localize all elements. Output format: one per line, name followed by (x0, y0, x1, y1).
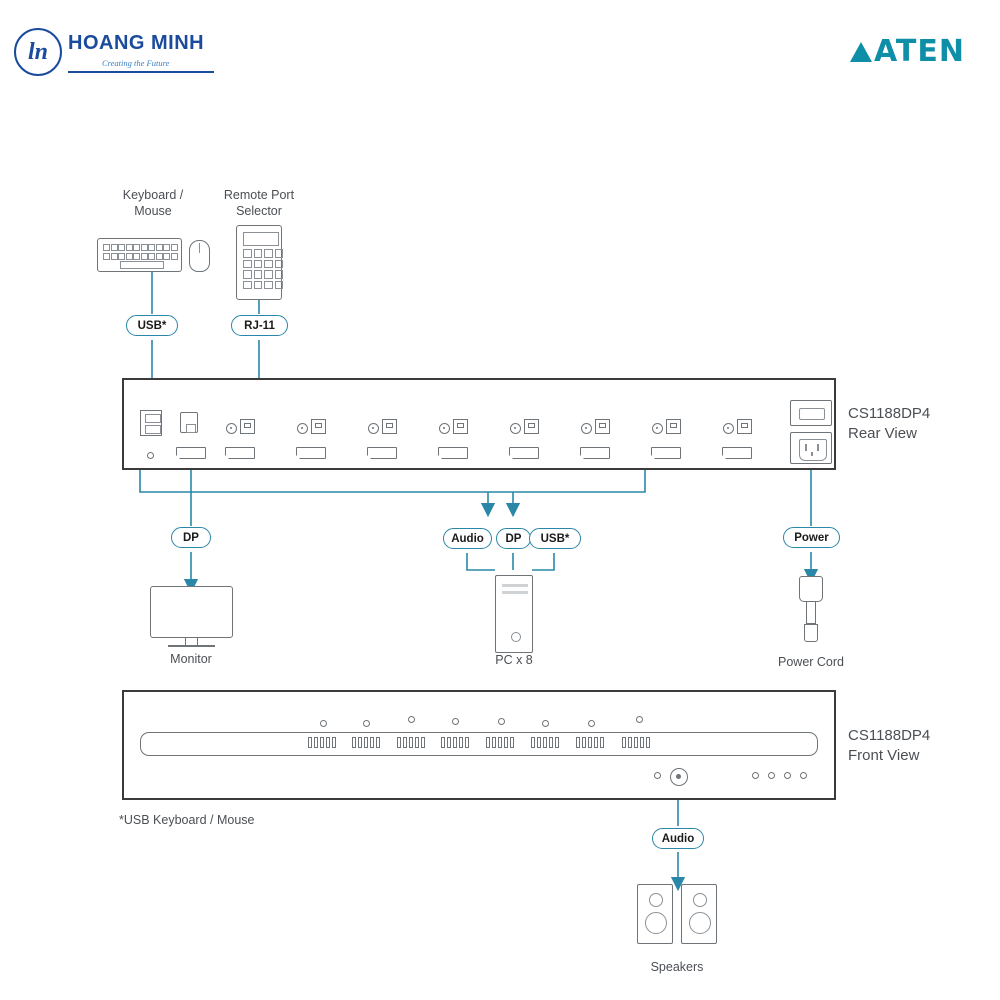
front-indicator-dot (654, 772, 661, 779)
usb-b-port-icon (453, 419, 468, 434)
speaker-right-icon (681, 884, 717, 944)
dp-port-icon (580, 447, 610, 459)
pill-dp-pc: DP (496, 528, 531, 549)
usb-b-port-icon (382, 419, 397, 434)
brand-rule (68, 71, 214, 73)
dp-port-icon (509, 447, 539, 459)
rear-view-label: Rear View (848, 425, 917, 443)
front-panel-bar (140, 732, 818, 756)
front-indicator-dot (768, 772, 775, 779)
speakers-label: Speakers (650, 960, 704, 974)
usb-b-port-icon (666, 419, 681, 434)
port-led (408, 716, 415, 723)
remote-port-selector-icon (236, 225, 282, 300)
brand-name: HOANG MINH (68, 32, 205, 54)
monitor-icon (150, 586, 233, 638)
usb-b-port-icon (737, 419, 752, 434)
power-switch-icon (790, 400, 832, 426)
usb-b-port-icon (524, 419, 539, 434)
port-button-group[interactable] (441, 737, 469, 748)
speaker-left-icon (637, 884, 673, 944)
rear-indicator-dot (147, 452, 154, 459)
pill-power: Power (783, 527, 840, 548)
dp-port-icon (722, 447, 752, 459)
audio-jack-icon (723, 423, 734, 434)
usb-console-ports-icon (140, 410, 162, 436)
port-led (636, 716, 643, 723)
pill-audio-pc: Audio (443, 528, 492, 549)
footnote: *USB Keyboard / Mouse (119, 813, 255, 827)
port-button-group[interactable] (576, 737, 604, 748)
port-led (452, 718, 459, 725)
audio-jack-icon (368, 423, 379, 434)
audio-jack-icon (439, 423, 450, 434)
power-cord-label: Power Cord (778, 655, 844, 669)
brand-logo (14, 26, 234, 76)
mouse-icon (189, 240, 210, 272)
port-led (542, 720, 549, 727)
keyboard-mouse-label: Keyboard / Mouse (122, 188, 184, 218)
pill-rj11: RJ-11 (231, 315, 288, 336)
rear-view-caption (848, 404, 998, 445)
pc-tower-icon (495, 575, 533, 653)
pc-label: PC x 8 (495, 653, 533, 667)
front-indicator-dot (752, 772, 759, 779)
power-plug-icon (799, 576, 823, 602)
vendor-logo-text: ATEN (874, 33, 965, 69)
port-led (588, 720, 595, 727)
port-button-group[interactable] (486, 737, 514, 748)
port-button-group[interactable] (397, 737, 425, 748)
usb-b-port-icon (595, 419, 610, 434)
remote-port-selector-label: Remote Port Selector (223, 188, 295, 218)
rj11-console-port-icon (180, 412, 198, 433)
audio-jack-icon (297, 423, 308, 434)
dp-port-icon (651, 447, 681, 459)
pill-usb-pc: USB* (529, 528, 581, 549)
port-button-group[interactable] (622, 737, 650, 748)
pill-dp-monitor: DP (171, 527, 211, 548)
dp-port-icon (225, 447, 255, 459)
audio-jack-icon (581, 423, 592, 434)
dp-port-icon (438, 447, 468, 459)
port-led (363, 720, 370, 727)
power-cable-icon (806, 602, 816, 624)
port-button-group[interactable] (308, 737, 336, 748)
front-indicator-dot (784, 772, 791, 779)
brand-tagline: Creating the Future (102, 58, 170, 68)
dp-port-icon (296, 447, 326, 459)
port-group-row (226, 405, 796, 467)
front-indicator-dot (800, 772, 807, 779)
port-button-group[interactable] (352, 737, 380, 748)
pill-usb-console: USB* (126, 315, 178, 336)
audio-jack-icon (652, 423, 663, 434)
vendor-logo (850, 33, 965, 69)
vendor-triangle-icon (850, 42, 872, 62)
monitor-label: Monitor (170, 652, 212, 666)
pill-audio-speakers: Audio (652, 828, 704, 849)
console-dp-port-icon (176, 447, 206, 459)
front-view-label: Front View (848, 747, 920, 765)
port-led (498, 718, 505, 725)
audio-jack-icon (510, 423, 521, 434)
dp-port-icon (367, 447, 397, 459)
keyboard-icon (97, 238, 182, 272)
front-model-name: CS1188DP4 (848, 727, 931, 744)
brand-monogram-icon: ln (14, 28, 62, 76)
rear-model-name: CS1188DP4 (848, 405, 931, 422)
monitor-base-icon (168, 645, 215, 647)
power-socket-icon (790, 432, 832, 464)
usb-b-port-icon (240, 419, 255, 434)
audio-jack-icon (226, 423, 237, 434)
front-view-caption (848, 726, 998, 767)
front-audio-jack-icon (670, 768, 688, 786)
port-button-group[interactable] (531, 737, 559, 748)
port-led (320, 720, 327, 727)
usb-b-port-icon (311, 419, 326, 434)
power-cable-end-icon (804, 624, 818, 642)
